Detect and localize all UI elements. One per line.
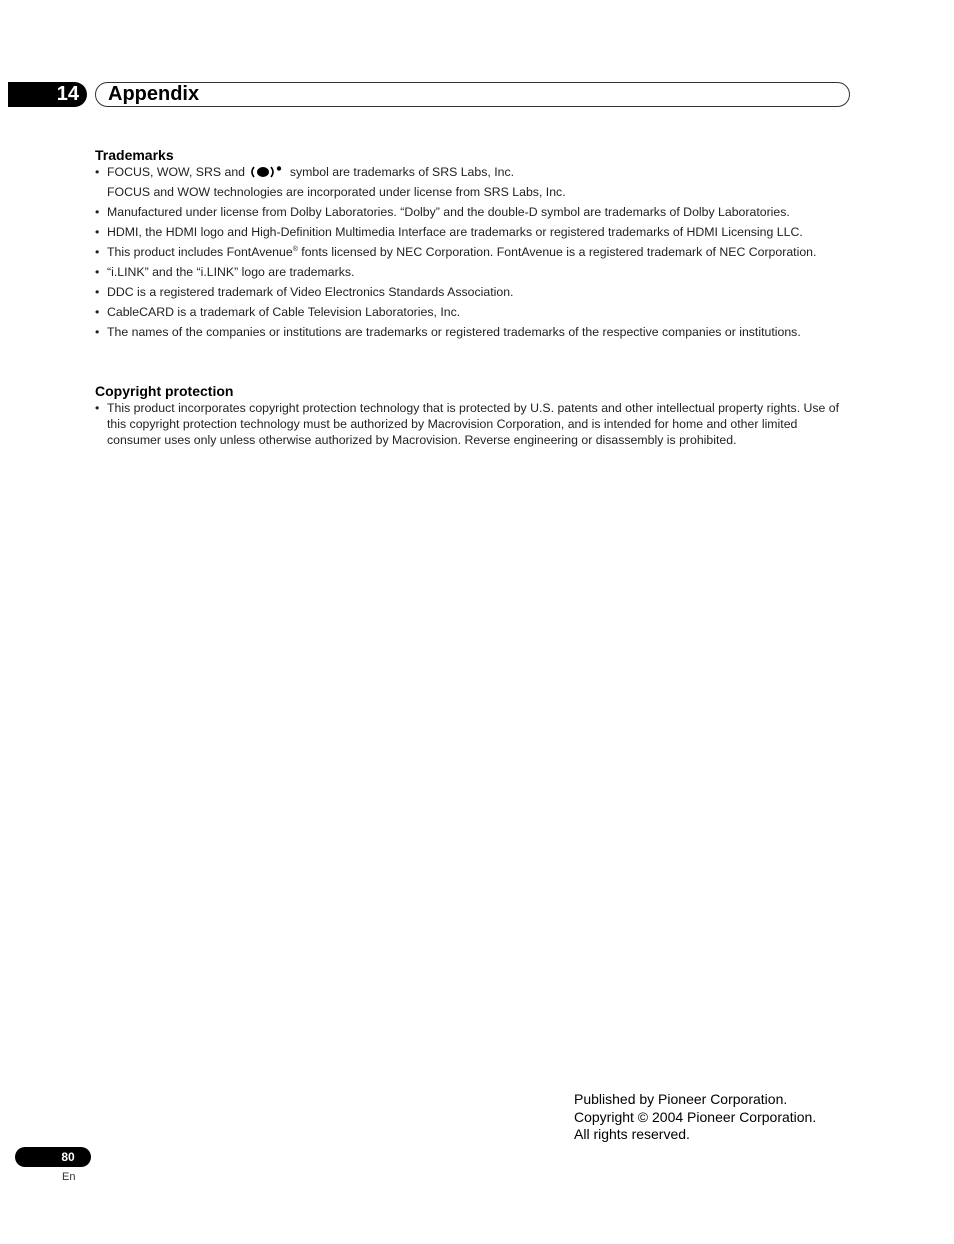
publisher-block: [574, 1091, 816, 1144]
chapter-number-tab: [8, 82, 87, 107]
page-language: En: [62, 1171, 76, 1183]
list-item: [95, 324, 855, 340]
chapter-header: [8, 82, 850, 107]
list-item: [95, 224, 855, 240]
trademarks-heading: Trademarks: [95, 147, 174, 163]
hdmi-item: HDMI, the HDMI logo and High-Definition Multimedia Interface are trademarks or registered trademarks of HDMI Licensing LLC.: [107, 225, 803, 239]
list-item: [95, 304, 855, 320]
list-item: [95, 244, 855, 260]
ddc-item: DDC is a registered trademark of Video Electronics Standards Association.: [107, 285, 514, 299]
srs-item-suffix: symbol are trademarks of SRS Labs, Inc.: [289, 165, 515, 179]
chapter-title-box: [95, 82, 850, 107]
copyright-list: [95, 400, 847, 448]
fontavenue-item-suffix: fonts licensed by NEC Corporation. FontAvenue is a registered trademark of NEC Corporation.: [297, 245, 817, 259]
copyright-section: [95, 382, 847, 448]
srs-logo-icon: [250, 165, 284, 179]
copyright-line: Copyright © 2004 Pioneer Corporation.: [574, 1108, 817, 1125]
copyright-item: This product incorporates copyright protection technology that is protected by U.S. patents and other intellectual property rights. Use of this copyright protection technology must be authorized by Macrovision Corporation, and is intended for home and other limited consumer uses only unless otherwise authorized by Macrovision. Reverse engineering or disassembly is prohibited.: [107, 401, 840, 447]
chapter-title: Appendix: [108, 83, 200, 105]
page-number-tab: [15, 1147, 91, 1167]
trademarks-list: [95, 164, 855, 340]
list-item: [95, 400, 847, 448]
rights-line: All rights reserved.: [574, 1126, 690, 1142]
list-item: [95, 204, 855, 220]
ilink-item: “i.LINK” and the “i.LINK” logo are trademarks.: [107, 265, 355, 279]
publisher-line: Published by Pioneer Corporation.: [574, 1091, 788, 1107]
trademarks-section: [95, 146, 855, 344]
fontavenue-item-prefix: This product includes FontAvenue: [107, 245, 293, 259]
chapter-number: 14: [56, 83, 79, 105]
registered-mark: ®: [292, 246, 298, 253]
srs-item-prefix: FOCUS, WOW, SRS and: [107, 165, 246, 179]
list-item: [95, 284, 855, 300]
srs-item-line2: FOCUS and WOW technologies are incorporated under license from SRS Labs, Inc.: [107, 185, 566, 199]
copyright-heading: Copyright protection: [95, 383, 234, 399]
list-item: [95, 264, 855, 280]
list-item: [95, 164, 855, 200]
company-names-item: The names of the companies or institutions are trademarks or registered trademarks of the respective companies or institutions.: [107, 325, 801, 339]
page-number: 80: [61, 1150, 75, 1164]
cablecard-item: CableCARD is a trademark of Cable Television Laboratories, Inc.: [107, 305, 461, 319]
dolby-item: Manufactured under license from Dolby Laboratories. “Dolby” and the double-D symbol are trademarks of Dolby Laboratories.: [107, 205, 790, 219]
